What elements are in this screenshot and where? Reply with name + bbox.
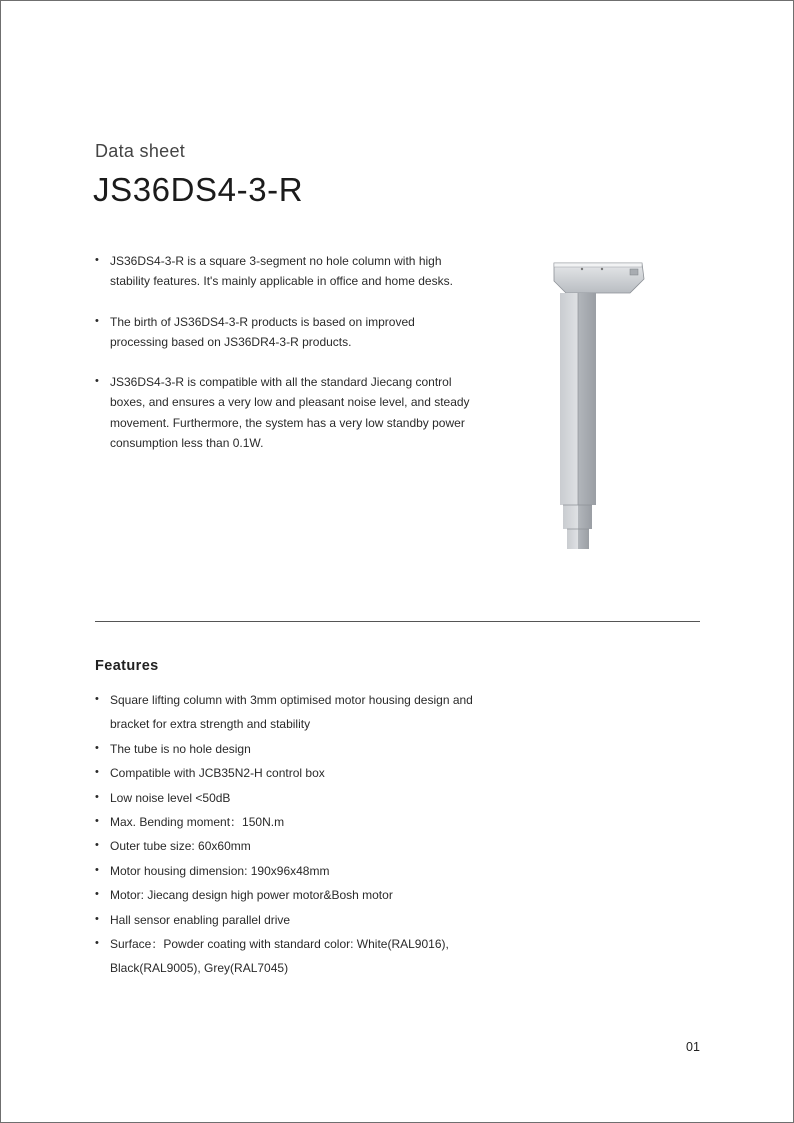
bullet-icon: • [95, 815, 99, 828]
feature-text: Max. Bending moment：150N.m [110, 815, 285, 830]
feature-item [95, 883, 515, 907]
feature-text: Surface：Powder coating with standard color: White(RAL9016), Black(RAL9005), Grey(RAL7045) [110, 937, 449, 976]
lifting-column-product-image [552, 261, 646, 553]
bullet-icon: • [95, 693, 99, 705]
page-title: JS36DS4-3-R [93, 171, 304, 208]
feature-text: Motor housing dimension: 190x96x48mm [110, 863, 330, 878]
intro-text: JS36DS4-3-R is compatible with all the standard Jiecang control boxes, and ensures a very low and pleasant noise level, and steady movement. Furthermore, the system has a very low standby power consumption less than 0.1W. [110, 375, 470, 451]
bullet-icon: • [95, 888, 99, 901]
intro-text: JS36DS4-3-R is a square 3-segment no hole column with high stability features. It's mainly applicable in office and home desks. [110, 254, 453, 289]
feature-item [95, 688, 488, 737]
feature-item [95, 761, 515, 785]
feature-item [95, 737, 515, 761]
feature-item [95, 859, 515, 883]
bullet-icon: • [95, 741, 99, 754]
feature-item [95, 932, 495, 981]
bullet-icon: • [95, 254, 99, 266]
intro-item [95, 251, 480, 292]
intro-item [95, 372, 482, 453]
feature-list [95, 688, 515, 981]
feature-item [95, 908, 515, 932]
intro-list [95, 251, 495, 473]
bullet-icon: • [95, 839, 99, 852]
feature-item [95, 810, 515, 834]
intro-text: The birth of JS36DS4-3-R products is based on improved processing based on JS36DR4-3-R products. [110, 314, 415, 349]
feature-text: Motor: Jiecang design high power motor&Bosh motor [110, 888, 393, 903]
feature-item [95, 834, 515, 858]
feature-text: The tube is no hole design [110, 741, 251, 756]
feature-text: Square lifting column with 3mm optimised motor housing design and bracket for extra strength and stability [110, 693, 473, 732]
bullet-icon: • [95, 863, 99, 876]
bullet-icon: • [95, 790, 99, 803]
bullet-icon: • [95, 766, 99, 779]
feature-text: Outer tube size: 60x60mm [110, 839, 251, 854]
section-divider [95, 621, 700, 622]
feature-item [95, 786, 515, 810]
feature-text: Compatible with JCB35N2-H control box [110, 766, 325, 781]
bullet-icon: • [95, 912, 99, 925]
bullet-icon: • [95, 937, 99, 950]
feature-text: Hall sensor enabling parallel drive [110, 912, 291, 927]
doc-label: Data sheet [95, 141, 186, 161]
feature-text: Low noise level <50dB [110, 790, 231, 805]
features-heading: Features [95, 658, 159, 674]
page-number: 01 [686, 1040, 700, 1054]
intro-item [95, 312, 455, 353]
bullet-icon: • [95, 314, 99, 327]
bullet-icon: • [95, 375, 99, 388]
